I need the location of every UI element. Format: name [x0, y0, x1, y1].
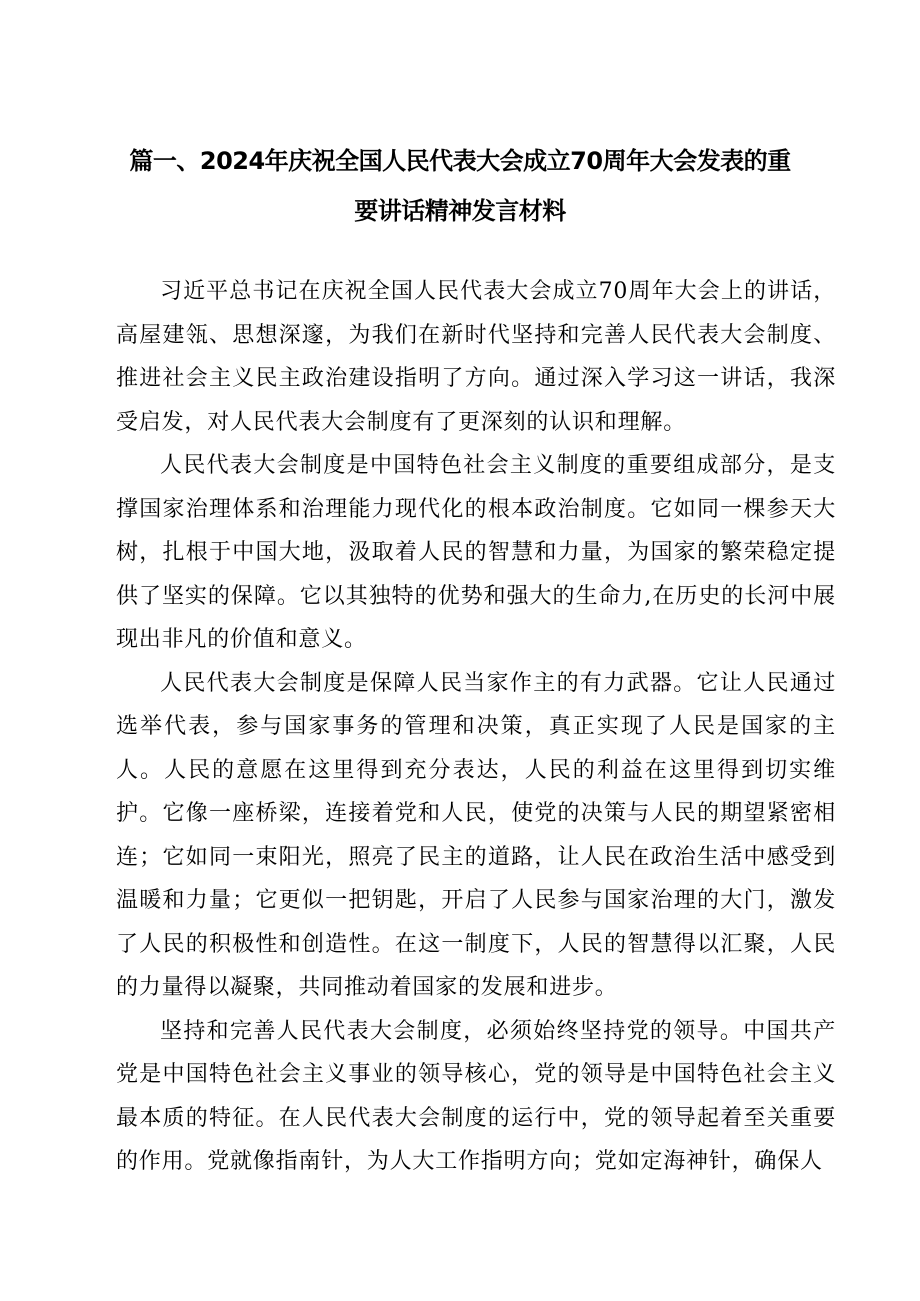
paragraph-4: 坚持和完善人民代表大会制度，必须始终坚持党的领导。中国共产党是中国特色社会主义事业的领导核心，党的领导是中国特色社会主义最本质的特征。在人民代表大会制度的运行中，党的领导起着至关重要的作用。党就像指南针，为人大工作指明方向；党如定海神针，确保人: [116, 1018, 836, 1174]
paragraph-1: 习近平总书记在庆祝全国人民代表大会成立70周年大会上的讲话，高屋建瓴、思想深邃，为我们在新时代坚持和完善人民代表大会制度、推进社会主义民主政治建设指明了方向。通过深入学习这一讲话，我深受启发，对人民代表大会制度有了更深刻的认识和理解。: [116, 279, 836, 435]
document-title: [80, 136, 840, 236]
paragraph-2: 人民代表大会制度是中国特色社会主义制度的重要组成部分，是支撑国家治理体系和治理能力现代化的根本政治制度。它如同一棵参天大树，扎根于中国大地，汲取着人民的智慧和力量，为国家的繁荣稳定提供了坚实的保障。它以其独特的优势和强大的生命力,在历史的长河中展现出非凡的价值和意义。: [116, 453, 836, 652]
paragraph-3: 人民代表大会制度是保障人民当家作主的有力武器。它让人民通过选举代表，参与国家事务的管理和决策，真正实现了人民是国家的主人。人民的意愿在这里得到充分表达，人民的利益在这里得到切实维护。它像一座桥梁，连接着党和人民，使党的决策与人民的期望紧密相连；它如同一束阳光，照亮了民主的道路，让人民在政治生活中感受到温暖和力量；它更似一把钥匙，开启了人民参与国家治理的大门，激发了人民的积极性和创造性。在这一制度下，人民的智慧得以汇聚，人民的力量得以凝聚，共同推动着国家的发展和进步。: [116, 670, 836, 1000]
title-line-1: 篇一、2024年庆祝全国人民代表大会成立70周年大会发表的重: [129, 147, 791, 175]
document-body: [116, 270, 836, 1184]
title-line-2: 要讲话精神发言材料: [354, 197, 566, 225]
